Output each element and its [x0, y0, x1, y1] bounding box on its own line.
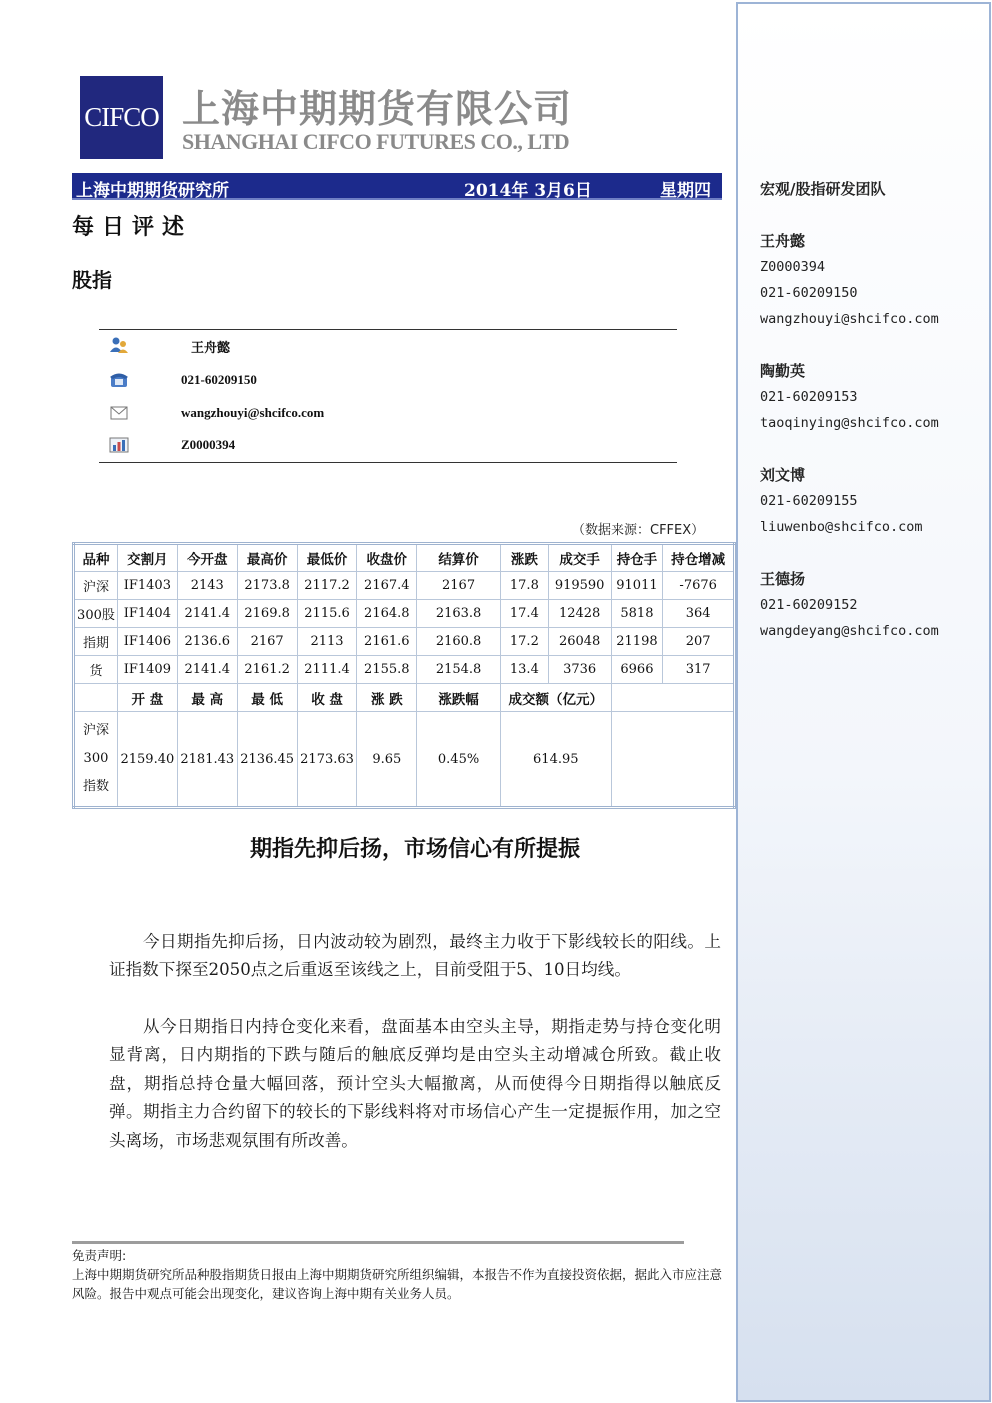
- member-phone: 021-60209153: [760, 389, 858, 405]
- table-cell: 13.4: [501, 656, 549, 684]
- member-phone: 021-60209155: [760, 493, 858, 509]
- table-cell: 207: [663, 628, 735, 656]
- table-cell: 2169.8: [237, 600, 297, 628]
- table-cell: 17.8: [501, 572, 549, 600]
- column-header: 品种: [74, 544, 118, 572]
- table-header-row: [74, 544, 735, 572]
- table-cell: 2163.8: [417, 600, 501, 628]
- report-date: 2014年 3月6日: [464, 181, 592, 201]
- contact-email: wangzhouyi@shcifco.com: [181, 405, 325, 420]
- index-low: 2136.45: [237, 712, 297, 808]
- member-email: wangzhouyi@shcifco.com: [760, 311, 939, 327]
- data-source-note: （数据来源：CFFEX）: [572, 523, 705, 538]
- table-cell: 2136.6: [177, 628, 237, 656]
- contact-row-email: [99, 404, 677, 424]
- column-header: 今开盘: [177, 544, 237, 572]
- variety-cell: 沪深: [74, 572, 118, 600]
- disclaimer-divider: [72, 1241, 684, 1244]
- table-cell: 2173.8: [237, 572, 297, 600]
- column-header: 最高价: [237, 544, 297, 572]
- table-cell: 12428: [548, 600, 611, 628]
- contact-phone: 021-60209150: [181, 372, 257, 387]
- table-cell: 2117.2: [297, 572, 357, 600]
- column-header: 持仓手: [611, 544, 663, 572]
- member-phone: 021-60209150: [760, 285, 858, 301]
- table-cell: 2111.4: [297, 656, 357, 684]
- member-name: 陶勤英: [760, 362, 806, 380]
- column-header: 收盘价: [357, 544, 417, 572]
- analyst-contact-block: [99, 329, 677, 463]
- empty-cell: [611, 712, 734, 808]
- index-label-line: 指数: [82, 779, 109, 794]
- index-row: [74, 712, 735, 808]
- person-icon: [109, 336, 129, 354]
- table-cell: 2164.8: [357, 600, 417, 628]
- contact-row-license: [99, 436, 677, 456]
- report-type-heading: 每日评述: [72, 214, 193, 240]
- table-cell: 6966: [611, 656, 663, 684]
- column-header: 最 高: [177, 684, 237, 712]
- index-close: 2173.63: [297, 712, 357, 808]
- member-license: Z0000394: [760, 259, 826, 275]
- column-header: 开 盘: [117, 684, 177, 712]
- column-header: 持仓增减: [663, 544, 735, 572]
- empty-cell: [74, 684, 118, 712]
- team-member: [760, 566, 939, 644]
- table-cell: 91011: [611, 572, 663, 600]
- index-change-pct: 0.45%: [417, 712, 501, 808]
- empty-cell: [611, 684, 734, 712]
- column-header: 涨 跌: [357, 684, 417, 712]
- table-cell: 2161.6: [357, 628, 417, 656]
- table-cell: -7676: [663, 572, 735, 600]
- section-heading: 股指: [72, 268, 112, 292]
- table-cell: 21198: [611, 628, 663, 656]
- column-header: 涨跌幅: [417, 684, 501, 712]
- article-paragraph-1: 今日期指先抑后扬，日内波动较为剧烈，最终主力收于下影线较长的阳线。上证指数下探至2050点之后重返至该线之上，目前受阻于5、10日均线。: [109, 932, 721, 980]
- table-cell: 17.4: [501, 600, 549, 628]
- table-cell: 2115.6: [297, 600, 357, 628]
- table-cell: 2167.4: [357, 572, 417, 600]
- table-cell: 2113: [297, 628, 357, 656]
- contact-name: 王舟懿: [191, 340, 231, 355]
- table-cell: 2160.8: [417, 628, 501, 656]
- column-header: 收 盘: [297, 684, 357, 712]
- institute-name: 上海中期期货研究所: [76, 181, 229, 201]
- table-cell: 17.2: [501, 628, 549, 656]
- table-cell: 317: [663, 656, 735, 684]
- index-turnover: 614.95: [501, 712, 612, 808]
- disclaimer-title: 免责声明:: [72, 1248, 127, 1263]
- table-row: [74, 656, 735, 684]
- contact-row-name: [99, 336, 677, 356]
- company-name-en: SHANGHAI CIFCO FUTURES CO., LTD: [182, 129, 570, 154]
- team-title: 宏观/股指研发团队: [760, 180, 886, 198]
- table-cell: 26048: [548, 628, 611, 656]
- member-name: 王德扬: [760, 570, 806, 588]
- table-cell: 2167: [417, 572, 501, 600]
- table-cell: IF1403: [117, 572, 177, 600]
- index-open: 2159.40: [117, 712, 177, 808]
- column-header: 最 低: [237, 684, 297, 712]
- index-change: 9.65: [357, 712, 417, 808]
- table-row: [74, 600, 735, 628]
- variety-cell: 货: [74, 656, 118, 684]
- column-header: 交割月: [117, 544, 177, 572]
- header-bar: [72, 173, 722, 200]
- member-email: liuwenbo@shcifco.com: [760, 519, 923, 535]
- column-header: 成交额（亿元）: [501, 684, 612, 712]
- table-cell: IF1404: [117, 600, 177, 628]
- table-cell: 5818: [611, 600, 663, 628]
- table-cell: IF1406: [117, 628, 177, 656]
- column-header: 结算价: [417, 544, 501, 572]
- variety-cell: 指期: [74, 628, 118, 656]
- member-email: wangdeyang@shcifco.com: [760, 623, 939, 639]
- member-email: taoqinying@shcifco.com: [760, 415, 939, 431]
- chart-icon: [109, 436, 129, 454]
- table-cell: 3736: [548, 656, 611, 684]
- futures-quote-table: [72, 542, 736, 809]
- table-row: [74, 628, 735, 656]
- table-cell: 2141.4: [177, 656, 237, 684]
- article-paragraph-2: 从今日期指日内持仓变化来看，盘面基本由空头主导，期指走势与持仓变化明显背离，日内期指的下跌与随后的触底反弹均是由空头主动增减仓所致。截止收盘，期指总持仓量大幅回落，预计空头大幅撤离，从而使得今日期指得以触底反弹。期指主力合约留下的较长的下影线料将对市场信心产生一定提振作用，加之空头离场，市场悲观氛围有所改善。: [109, 1017, 721, 1150]
- table-cell: 2154.8: [417, 656, 501, 684]
- team-member: [760, 358, 939, 436]
- table-cell: 919590: [548, 572, 611, 600]
- index-label-line: 300: [83, 751, 109, 766]
- logo-text: CIFCO: [84, 102, 159, 132]
- team-member: [760, 462, 923, 540]
- member-name: 刘文博: [760, 466, 806, 484]
- table-cell: 2143: [177, 572, 237, 600]
- report-weekday: 星期四: [660, 181, 711, 201]
- column-header: 最低价: [297, 544, 357, 572]
- table-cell: 2155.8: [357, 656, 417, 684]
- index-label-cell: [74, 712, 118, 808]
- contact-license: Z0000394: [181, 437, 236, 452]
- phone-icon: [109, 371, 129, 389]
- column-header: 涨跌: [501, 544, 549, 572]
- index-header-row: [74, 684, 735, 712]
- team-member: [760, 228, 939, 332]
- table-row: [74, 572, 735, 600]
- table-cell: 364: [663, 600, 735, 628]
- table-cell: 2161.2: [237, 656, 297, 684]
- column-header: 成交手: [548, 544, 611, 572]
- research-team-sidebar: [736, 2, 991, 1402]
- contact-row-phone: [99, 371, 677, 391]
- member-phone: 021-60209152: [760, 597, 858, 613]
- index-high: 2181.43: [177, 712, 237, 808]
- member-name: 王舟懿: [760, 232, 806, 250]
- index-label-line: 沪深: [82, 723, 109, 738]
- company-logo: [80, 76, 163, 159]
- mail-icon: [109, 404, 129, 422]
- article-title: 期指先抑后扬，市场信心有所提振: [249, 837, 580, 862]
- variety-cell: 300股: [74, 600, 118, 628]
- table-cell: IF1409: [117, 656, 177, 684]
- disclaimer-text: 上海中期期货研究所品种股指期货日报由上海中期期货研究所组织编辑，本报告不作为直接投资依据，据此入市应注意风险。报告中观点可能会出现变化，建议咨询上海中期有关业务人员。: [72, 1267, 723, 1301]
- table-cell: 2141.4: [177, 600, 237, 628]
- table-cell: 2167: [237, 628, 297, 656]
- company-name-cn: 上海中期期货有限公司: [182, 87, 573, 131]
